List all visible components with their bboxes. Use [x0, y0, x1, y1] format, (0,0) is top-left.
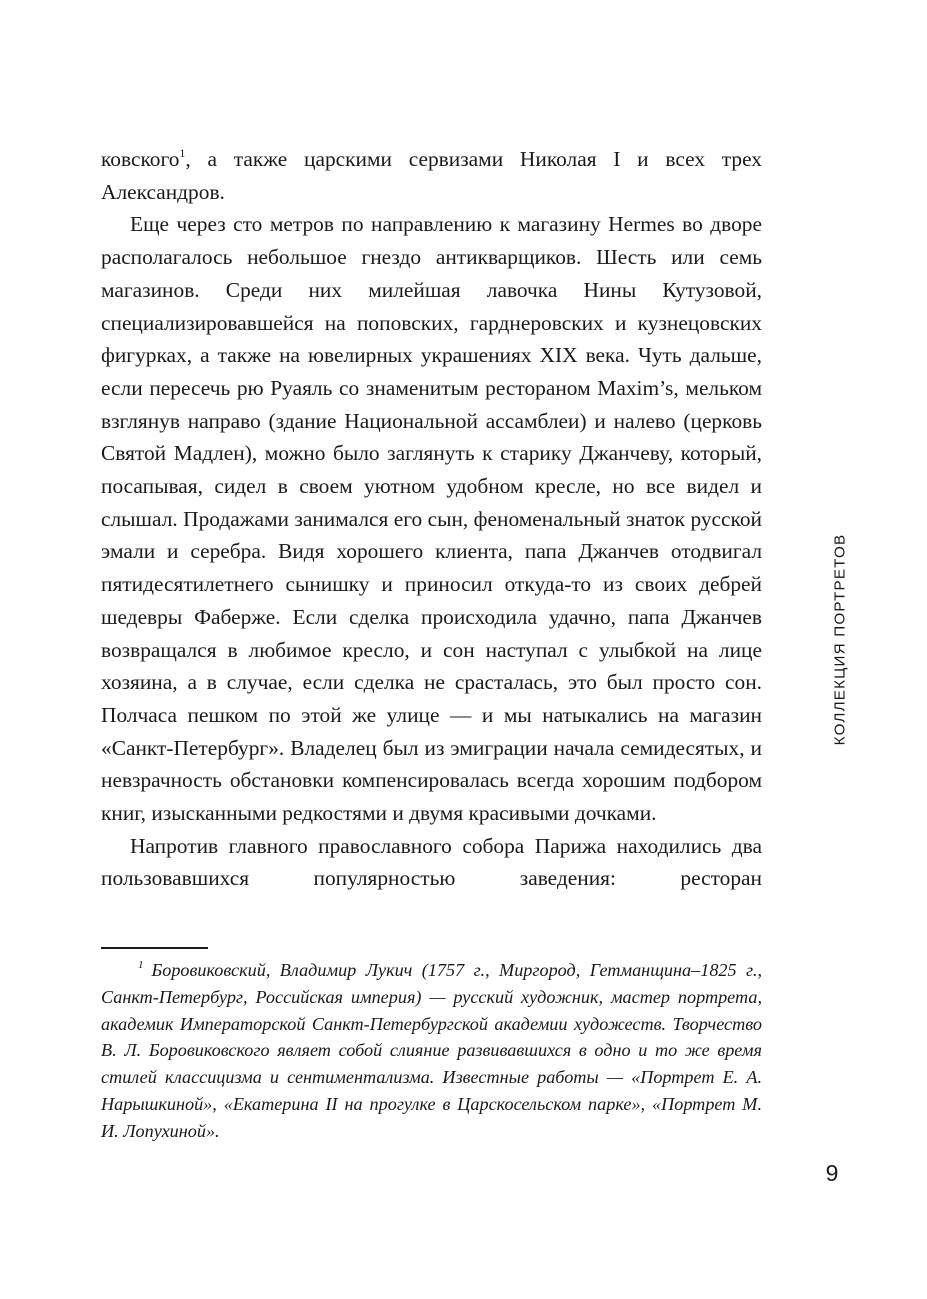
page-number: 9: [825, 1160, 839, 1186]
paragraph-rest: , а также царскими сервизами Николая I и всех трех Александров.: [101, 147, 762, 204]
running-head: [820, 513, 860, 765]
footnote-marker: 1: [138, 959, 144, 971]
paragraph-cathedral: Напротив главного православного собора Парижа находились два пользовавшихся популярностью заведения: ресторан: [101, 833, 762, 891]
footnote-text: Боровиковский, Владимир Лукич (1757 г., Миргород, Гетманщина–1825 г., Санкт-Петербург, Российская империя) — русский художник, мастер портрета, академик Императорской Санкт-Петербургской академии художеств. Творчество В. Л. Боровиковского являет собой слияние развивавшихся в одно и то же время стилей классицизма и сентиментализма. Известные работы — «Портрет Е. А. Нарышкиной», «Екатерина II на прогулке в Царскосельском парке», «Портрет М. И. Лопухиной».: [101, 960, 762, 1141]
paragraph-continuation: [101, 143, 762, 208]
paragraph-antique-shops: Еще через сто метров по направлению к магазину Hermes во дворе располагалось небольшое гнездо антикварщиков. Шесть или семь магазинов. Среди них милейшая лавочка Нины Кутузовой, специализировавшейся на поповских, гарднеровских и кузнецовских фигурках, а также на ювелирных украшениях XIX века. Чуть дальше, если пересечь рю Руаяль со знаменитым рестораном Maxim’s, мельком взглянув направо (здание Национальной ассамблеи) и налево (церковь Святой Мадлен), можно было заглянуть к старику Джанчеву, который, посапывая, сидел в своем уютном удобном кресле, но все видел и слышал. Продажами занимался его сын, феноменальный знаток русской эмали и серебра. Видя хорошего клиента, папа Джанчев отодвигал пятидесятилетнего сынишку и приносил откуда-то из своих дебрей шедевры Фаберже. Если сделка происходила удачно, папа Джанчев возвращался в любимое кресло, и сон наступал с улыбкой на лице хозяина, а в случае, если сделка не срасталась, это был просто сон. Полчаса пешком по этой же улице — и мы натыкались на магазин «Санкт-Петербург». Владелец был из эмиграции начала семидесятых, и невзрачность обстановки компенсировалась всегда хорошим подбором книг, изысканными редкостями и двумя красивыми дочками.: [101, 212, 762, 826]
footnote-paragraph: [101, 957, 762, 1145]
main-text: [101, 143, 762, 895]
running-head-title: КОЛЛЕКЦИЯ ПОРТРЕТОВ: [831, 533, 849, 745]
footnote-reference[interactable]: 1: [179, 146, 186, 160]
footnote: [101, 957, 762, 1145]
paragraph-lead: ковского: [101, 147, 180, 171]
footnote-divider: [101, 947, 208, 949]
